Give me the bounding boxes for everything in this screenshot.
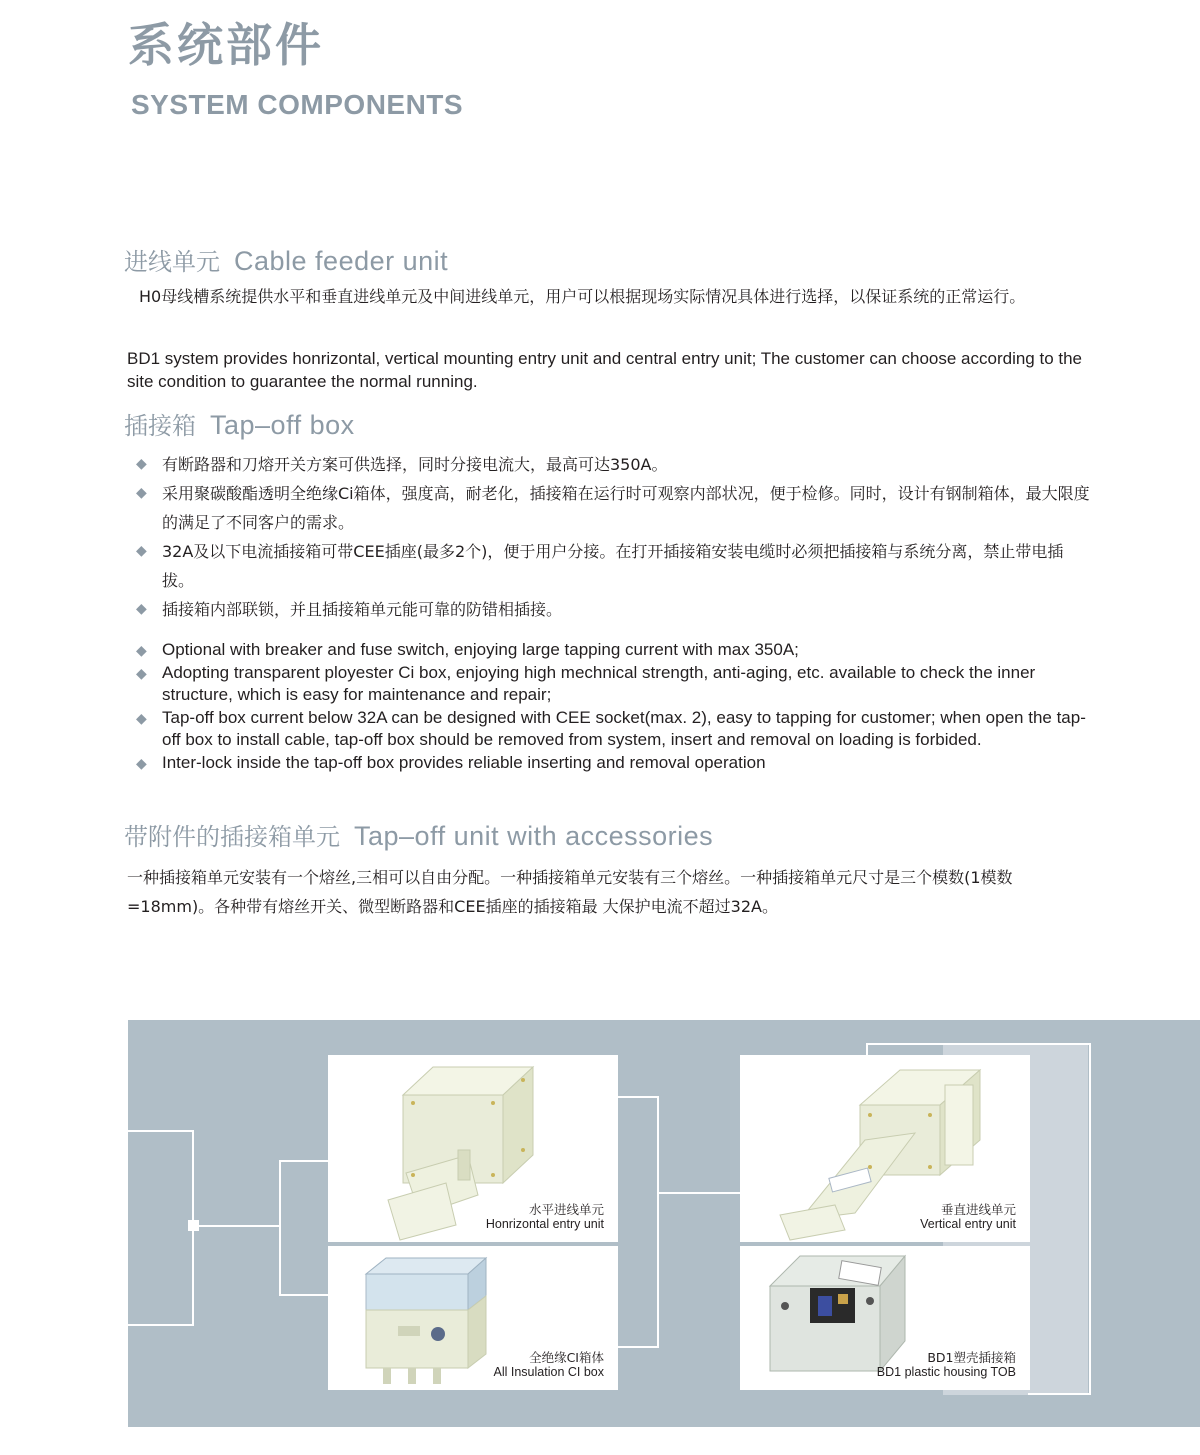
heading-cn: 插接箱: [124, 412, 196, 440]
page-title-en: SYSTEM COMPONENTS: [131, 89, 464, 120]
list-item: ◆ 32A及以下电流插接箱可带CEE插座(最多2个)，便于用户分接。在打开插接箱安装电缆时必须把插接箱与系统分离，禁止带电插拔。: [136, 537, 1091, 595]
diamond-bullet-icon: ◆: [136, 709, 147, 726]
diamond-bullet-icon: ◆: [136, 642, 147, 658]
tap-off-bullets-cn: [136, 450, 1091, 624]
heading-cn: 进线单元: [124, 248, 220, 276]
heading-cn: 带附件的插接箱单元: [124, 823, 340, 851]
accessories-text-cn: 一种插接箱单元安装有一个熔丝,三相可以自由分配。一种插接箱单元安装有三个熔丝。一种插接箱单元尺寸是三个模数(1模数=18mm)。各种带有熔丝开关、微型断路器和CEE插座的插接箱最 大保护电流不超过32A。: [127, 868, 1013, 916]
diamond-bullet-icon: ◆: [136, 601, 147, 617]
section-heading-tap-off-box: [124, 409, 355, 442]
diamond-bullet-icon: ◆: [136, 456, 147, 472]
section-heading-cable-feeder: [124, 245, 448, 278]
list-item: ◆ Inter-lock inside the tap-off box provides reliable inserting and removal operation: [136, 752, 1096, 775]
tap-off-bullets-en: [136, 639, 1096, 774]
product-card-vertical-entry: [740, 1055, 1030, 1242]
product-card-horizontal-entry: [328, 1055, 618, 1242]
list-item: ◆ Optional with breaker and fuse switch, enjoying large tapping current with max 350A;: [136, 639, 1096, 662]
cable-feeder-text-cn: H0母线槽系统提供水平和垂直进线单元及中间进线单元，用户可以根据现场实际情况具体进行选择，以保证系统的正常运行。: [139, 287, 1026, 306]
section-heading-accessories: [124, 820, 713, 853]
heading-en: Cable feeder unit: [234, 246, 449, 276]
page-title-cn: 系统部件: [128, 18, 324, 72]
junction-node-icon: [188, 1220, 199, 1231]
diamond-bullet-icon: ◆: [136, 543, 147, 559]
list-item: ◆ 插接箱内部联锁，并且插接箱单元能可靠的防错相插接。: [136, 595, 1091, 624]
product-caption: BD1塑壳插接箱 BD1 plastic housing TOB: [876, 1350, 1016, 1379]
list-item: ◆ 有断路器和刀熔开关方案可供选择，同时分接电流大，最高可达350A。: [136, 450, 1091, 479]
cable-feeder-text-en: BD1 system provides honrizontal, vertical mounting entry unit and central entry unit; The customer can choose according to the site condition to guarantee the normal running.: [127, 349, 1083, 391]
product-caption: 全绝缘CI箱体 All Insulation CI box: [493, 1350, 604, 1379]
heading-en: Tap–off box: [210, 410, 355, 440]
list-item: ◆ 采用聚碳酸酯透明全绝缘Ci箱体，强度高，耐老化，插接箱在运行时可观察内部状况，便于检修。同时，设计有钢制箱体，最大限度的满足了不同客户的需求。: [136, 479, 1091, 537]
list-item: ◆ Tap-off box current below 32A can be designed with CEE socket(max. 2), easy to tapping for customer; when open the tap-off box to install cable, tap-off box should be removed from system, insert and removal on loading is forbided.: [136, 707, 1086, 749]
list-item: ◆ Adopting transparent ployester Ci box, enjoying high mechnical strength, anti-aging, etc. available to check the inner structure, which is easy for maintenance and repair;: [136, 662, 1036, 704]
heading-en: Tap–off unit with accessories: [354, 821, 714, 851]
diamond-bullet-icon: ◆: [136, 485, 147, 501]
diamond-bullet-icon: ◆: [136, 664, 147, 681]
product-panel: [128, 1020, 1200, 1427]
product-caption: 垂直进线单元 Vertical entry unit: [920, 1202, 1016, 1231]
diamond-bullet-icon: ◆: [136, 754, 147, 771]
product-card-ci-box: [328, 1246, 618, 1390]
product-caption: 水平进线单元 Honrizontal entry unit: [485, 1202, 604, 1231]
product-card-plastic-housing: [740, 1246, 1030, 1390]
